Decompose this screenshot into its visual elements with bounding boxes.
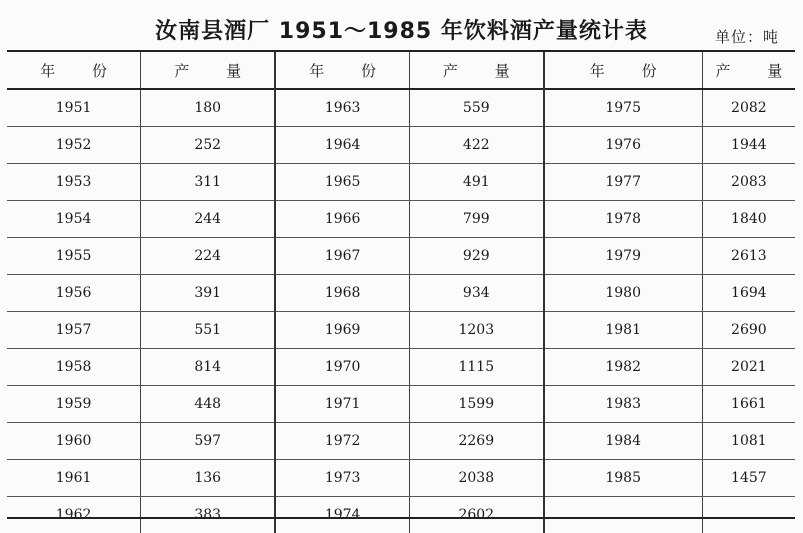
output-cell: 448 bbox=[194, 396, 222, 412]
output-cell: 597 bbox=[194, 433, 222, 449]
year-cell: 1976 bbox=[545, 127, 703, 163]
year-cell: 1963 bbox=[276, 90, 410, 126]
output-cell: 2613 bbox=[731, 248, 767, 264]
column-group-2 bbox=[276, 52, 544, 533]
table-row bbox=[545, 460, 795, 497]
column-group-3 bbox=[545, 52, 795, 533]
output-cell: 551 bbox=[194, 322, 222, 338]
year-cell: 1975 bbox=[545, 90, 703, 126]
year-cell: 1959 bbox=[7, 386, 141, 422]
header-row bbox=[7, 52, 274, 90]
output-cell: 1944 bbox=[731, 137, 767, 153]
year-cell: 1962 bbox=[7, 497, 141, 533]
header-row bbox=[276, 52, 542, 90]
output-cell: 252 bbox=[194, 137, 222, 153]
year-cell: 1953 bbox=[7, 164, 141, 200]
table-row bbox=[276, 423, 542, 460]
year-cell: 1961 bbox=[7, 460, 141, 496]
table-bottom-rule bbox=[7, 517, 795, 519]
output-cell: 2082 bbox=[731, 100, 767, 116]
output-cell: 1694 bbox=[731, 285, 767, 301]
table-row bbox=[545, 90, 795, 127]
table-row bbox=[7, 201, 274, 238]
output-cell: 136 bbox=[194, 470, 222, 486]
output-cell: 1115 bbox=[458, 359, 495, 375]
year-cell: 1967 bbox=[276, 238, 410, 274]
year-cell: 1977 bbox=[545, 164, 703, 200]
output-cell: 929 bbox=[462, 248, 490, 264]
table-row bbox=[7, 386, 274, 423]
output-cell: 814 bbox=[194, 359, 222, 375]
year-cell: 1973 bbox=[276, 460, 410, 496]
year-cell: 1965 bbox=[276, 164, 410, 200]
table-row bbox=[7, 497, 274, 533]
header-output: 产 量 bbox=[715, 61, 783, 80]
year-cell: 1969 bbox=[276, 312, 410, 348]
header-row bbox=[545, 52, 795, 90]
output-cell: 1203 bbox=[458, 322, 495, 338]
year-cell: 1984 bbox=[545, 423, 703, 459]
output-cell: 1840 bbox=[731, 211, 767, 227]
table-row bbox=[7, 127, 274, 164]
output-cell: 1599 bbox=[458, 396, 495, 412]
table-row bbox=[545, 238, 795, 275]
year-cell: 1983 bbox=[545, 386, 703, 422]
table-row bbox=[276, 497, 542, 533]
table-row bbox=[7, 312, 274, 349]
year-cell: 1971 bbox=[276, 386, 410, 422]
output-cell: 1081 bbox=[731, 433, 767, 449]
output-cell: 180 bbox=[194, 100, 222, 116]
table-row bbox=[545, 201, 795, 238]
output-cell: 2038 bbox=[458, 470, 495, 486]
page-title: 汝南县酒厂 1951～1985 年饮料酒产量统计表 bbox=[155, 19, 648, 44]
table-row bbox=[545, 312, 795, 349]
table-columns bbox=[7, 52, 795, 533]
output-cell: 311 bbox=[194, 174, 222, 190]
output-cell: 2083 bbox=[731, 174, 767, 190]
year-cell: 1952 bbox=[7, 127, 141, 163]
year-cell: 1978 bbox=[545, 201, 703, 237]
header-output: 产 量 bbox=[174, 61, 242, 80]
year-cell: 1974 bbox=[276, 497, 410, 533]
table-row bbox=[545, 275, 795, 312]
unit-label: 单位：吨 bbox=[714, 28, 779, 46]
output-cell bbox=[703, 497, 795, 533]
table-row bbox=[7, 238, 274, 275]
column-group-1 bbox=[7, 52, 276, 533]
year-cell: 1960 bbox=[7, 423, 141, 459]
output-cell: 422 bbox=[462, 137, 490, 153]
output-cell: 244 bbox=[194, 211, 222, 227]
year-cell: 1985 bbox=[545, 460, 703, 496]
output-cell: 391 bbox=[194, 285, 222, 301]
year-cell: 1956 bbox=[7, 275, 141, 311]
table-row bbox=[545, 164, 795, 201]
table-row bbox=[7, 460, 274, 497]
output-cell: 1661 bbox=[731, 396, 767, 412]
table-row bbox=[7, 275, 274, 312]
table-row bbox=[276, 386, 542, 423]
table-row bbox=[276, 201, 542, 238]
year-cell: 1966 bbox=[276, 201, 410, 237]
header-output: 产 量 bbox=[442, 61, 510, 80]
table-row bbox=[545, 349, 795, 386]
output-cell: 383 bbox=[194, 507, 222, 523]
table-row bbox=[276, 90, 542, 127]
output-cell: 2602 bbox=[458, 507, 495, 523]
year-cell: 1964 bbox=[276, 127, 410, 163]
table-row bbox=[7, 423, 274, 460]
table-row bbox=[276, 275, 542, 312]
table-row bbox=[545, 497, 795, 533]
table-row bbox=[276, 164, 542, 201]
header-year: 年 份 bbox=[545, 52, 703, 88]
year-cell: 1982 bbox=[545, 349, 703, 385]
table-row bbox=[276, 312, 542, 349]
output-cell: 1457 bbox=[731, 470, 767, 486]
table-row bbox=[545, 423, 795, 460]
year-cell: 1968 bbox=[276, 275, 410, 311]
table-row bbox=[276, 127, 542, 164]
header-year: 年 份 bbox=[7, 52, 141, 88]
header-year: 年 份 bbox=[276, 52, 410, 88]
output-cell: 491 bbox=[462, 174, 490, 190]
year-cell: 1972 bbox=[276, 423, 410, 459]
year-cell bbox=[545, 497, 703, 533]
year-cell: 1979 bbox=[545, 238, 703, 274]
year-cell: 1981 bbox=[545, 312, 703, 348]
output-cell: 224 bbox=[194, 248, 222, 264]
output-cell: 934 bbox=[462, 285, 490, 301]
output-cell: 2690 bbox=[731, 322, 767, 338]
table-row bbox=[7, 164, 274, 201]
output-cell: 2269 bbox=[458, 433, 495, 449]
year-cell: 1955 bbox=[7, 238, 141, 274]
table-row bbox=[276, 460, 542, 497]
output-cell: 559 bbox=[462, 100, 490, 116]
table-row bbox=[545, 386, 795, 423]
table-row bbox=[7, 349, 274, 386]
year-cell: 1957 bbox=[7, 312, 141, 348]
table-row bbox=[7, 90, 274, 127]
year-cell: 1954 bbox=[7, 201, 141, 237]
table-row bbox=[545, 127, 795, 164]
year-cell: 1980 bbox=[545, 275, 703, 311]
output-cell: 799 bbox=[462, 211, 490, 227]
output-cell: 2021 bbox=[731, 359, 767, 375]
year-cell: 1970 bbox=[276, 349, 410, 385]
year-cell: 1958 bbox=[7, 349, 141, 385]
table-row bbox=[276, 349, 542, 386]
year-cell: 1951 bbox=[7, 90, 141, 126]
table-row bbox=[276, 238, 542, 275]
